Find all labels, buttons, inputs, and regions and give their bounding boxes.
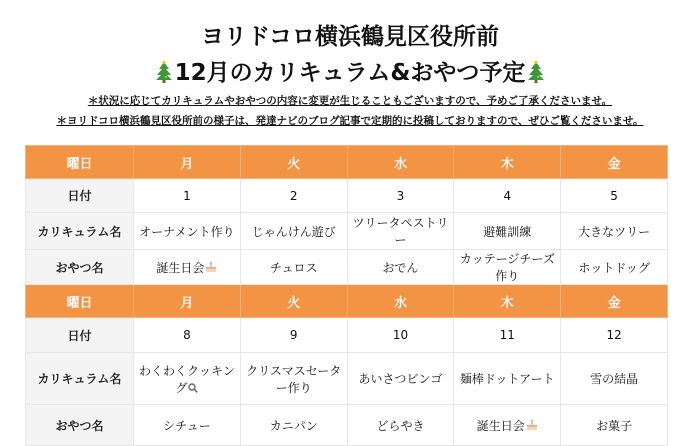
- curriculum-cell: じゃんけん遊び: [240, 213, 347, 250]
- snack-row: [26, 250, 668, 285]
- curriculum-cell: あいさつビンゴ: [347, 353, 454, 405]
- date-cell: 3: [347, 179, 454, 213]
- date-cell: 8: [134, 318, 241, 353]
- curriculum-cell: 雪の結晶: [561, 353, 668, 405]
- curriculum-row: [26, 213, 668, 250]
- snack-row: [26, 405, 668, 446]
- day-cell: 火: [240, 146, 347, 179]
- date-row: [26, 179, 668, 213]
- snack-cell: カニパン: [240, 405, 347, 446]
- snack-cell: ホットドッグ: [561, 250, 668, 285]
- curriculum-cell: 避難訓練: [454, 213, 561, 250]
- snack-cell: [454, 405, 561, 446]
- snack-cell: カッテージチーズ作り: [454, 250, 561, 285]
- curriculum-cell: [134, 353, 241, 405]
- date-cell: 4: [454, 179, 561, 213]
- row-label: おやつ名: [26, 250, 134, 285]
- magnifier-icon: [188, 383, 198, 393]
- curriculum-cell: 麺棒ドットアート: [454, 353, 561, 405]
- notice-blog: ＊ヨリドコロ横浜鶴見区役所前の様子は、発達ナビのブログ記事で定期的に投稿しておりますので、ぜひご覧くださいませ。: [56, 115, 644, 127]
- snack-cell: [134, 250, 241, 285]
- snack-cell: お菓子: [561, 405, 668, 446]
- snack-cell: チュロス: [240, 250, 347, 285]
- date-cell: 11: [454, 318, 561, 353]
- snack-cell: どらやき: [347, 405, 454, 446]
- notice-change: ＊状況に応じてカリキュラムやおやつの内容に変更が生じることもございますので、予めご了承くださいませ。: [87, 95, 613, 107]
- birthday-cake-icon: [205, 261, 217, 273]
- snack-cell: シチュー: [134, 405, 241, 446]
- day-cell: 金: [561, 285, 668, 318]
- row-label: おやつ名: [26, 405, 134, 446]
- curriculum-cell: クリスマスセーター作り: [240, 353, 347, 405]
- date-cell: 9: [240, 318, 347, 353]
- page-title: ヨリドコロ横浜鶴見区役所前: [200, 24, 500, 50]
- day-cell: 金: [561, 146, 668, 179]
- day-cell: 水: [347, 285, 454, 318]
- curriculum-cell: 大きなツリー: [561, 213, 668, 250]
- day-cell: 火: [240, 285, 347, 318]
- christmas-tree-icon: [155, 61, 173, 83]
- day-cell: 月: [134, 285, 241, 318]
- day-cell: 月: [134, 146, 241, 179]
- day-cell: 水: [347, 146, 454, 179]
- header-cell-label: 曜日: [26, 285, 134, 318]
- curriculum-row: [26, 353, 668, 405]
- day-cell: 木: [454, 285, 561, 318]
- subtitle-text: 12月のカリキュラム&おやつ予定: [174, 60, 526, 86]
- date-cell: 12: [561, 318, 668, 353]
- date-cell: 5: [561, 179, 668, 213]
- curriculum-text: わくわくクッキング: [138, 363, 235, 395]
- header-cell-label: 曜日: [26, 146, 134, 179]
- snack-text: 誕生日会: [476, 418, 525, 433]
- snack-cell: おでん: [347, 250, 454, 285]
- date-row: [26, 318, 668, 353]
- snack-text: 誕生日会: [156, 260, 205, 275]
- weekday-header-row: [26, 146, 668, 179]
- row-label: 日付: [26, 318, 134, 353]
- row-label: カリキュラム名: [26, 353, 134, 405]
- date-cell: 10: [347, 318, 454, 353]
- christmas-tree-icon: [527, 61, 545, 83]
- row-label: カリキュラム名: [26, 213, 134, 250]
- curriculum-cell: ツリータペストリー: [347, 213, 454, 250]
- schedule-table: [25, 145, 668, 446]
- curriculum-cell: オーナメント作り: [134, 213, 241, 250]
- birthday-cake-icon: [526, 419, 538, 431]
- page-subtitle: [0, 58, 700, 88]
- date-cell: 1: [134, 179, 241, 213]
- day-cell: 木: [454, 146, 561, 179]
- weekday-header-row: [26, 285, 668, 318]
- row-label: 日付: [26, 179, 134, 213]
- date-cell: 2: [240, 179, 347, 213]
